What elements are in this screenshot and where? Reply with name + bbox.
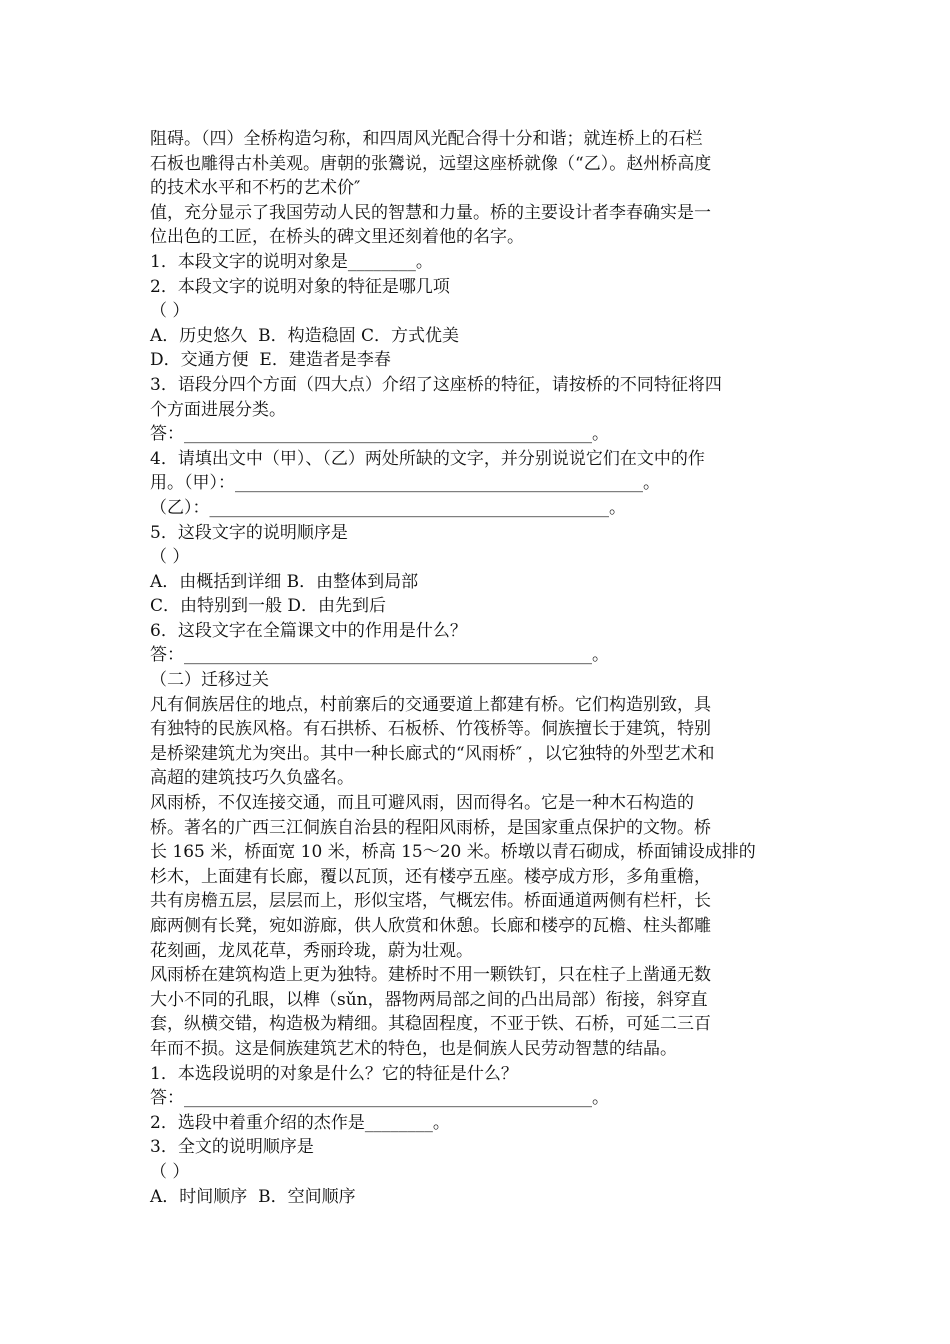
question-line: 2．本段文字的说明对象的特征是哪几项 xyxy=(150,276,450,297)
answer-bracket: （ ） xyxy=(150,301,190,322)
answer-bracket: （ ） xyxy=(150,1161,190,1182)
question-line: 4．请填出文中（甲）、（乙）两处所缺的文字，并分别说说它们在文中的作 xyxy=(150,448,705,469)
question-line: 3．全文的说明顺序是 xyxy=(150,1137,314,1158)
answer-line: 用。（甲）：________________________________________________。 xyxy=(150,473,660,494)
text-line: 石板也雕得古朴美观。唐朝的张鷟说，远望这座桥就像（“乙）。赵州桥高度 xyxy=(150,153,712,174)
answer-bracket: （ ） xyxy=(150,547,190,568)
answer-line: 答：________________________________________________。 xyxy=(150,424,609,445)
text-line: 长 165 米，桥面宽 10 米，桥高 15～20 米。桥墩以青石砌成，桥面铺设成排的 xyxy=(150,842,756,863)
option-line: A．历史悠久 B．构造稳固 C．方式优美 xyxy=(150,325,459,346)
text-line: 杉木，上面建有长廊，覆以瓦顶，还有楼亭五座。楼亭成方形，多角重檐， xyxy=(150,866,711,887)
option-line: C．由特别到一般 D．由先到后 xyxy=(150,596,387,617)
text-line: 是桥梁建筑尤为突出。其中一种长廊式的“风雨桥″ ，以它独特的外型艺术和 xyxy=(150,743,715,764)
question-line: 3．语段分四个方面（四大点）介绍了这座桥的特征，请按桥的不同特征将四 xyxy=(150,374,722,395)
text-line: 凡有侗族居住的地点，村前寨后的交通要道上都建有桥。它们构造别致，具 xyxy=(150,694,711,715)
text-line: 的技术水平和不朽的艺术价″ xyxy=(150,178,361,199)
option-line: A．时间顺序 B．空间顺序 xyxy=(150,1186,356,1207)
text-line: 共有房檐五层，层层而上，形似宝塔，气概宏伟。桥面通道两侧有栏杆，长 xyxy=(150,891,711,912)
text-line: 花刻画，龙凤花草，秀丽玲珑，蔚为壮观。 xyxy=(150,940,473,961)
text-line: 位出色的工匠，在桥头的碑文里还刻着他的名字。 xyxy=(150,227,524,248)
text-line: 高超的建筑技巧久负盛名。 xyxy=(150,768,354,789)
option-line: D．交通方便 E．建造者是李春 xyxy=(150,350,391,371)
answer-line: 答：________________________________________________。 xyxy=(150,645,609,666)
text-line: 桥。著名的广西三江侗族自治县的程阳风雨桥，是国家重点保护的文物。桥 xyxy=(150,817,711,838)
text-line: 年而不损。这是侗族建筑艺术的特色，也是侗族人民劳动智慧的结晶。 xyxy=(150,1038,677,1059)
answer-line: （乙）：_______________________________________________。 xyxy=(150,497,626,518)
text-line: 套，纵横交错，构造极为精细。其稳固程度，不亚于铁、石桥，可延二三百 xyxy=(150,1014,711,1035)
text-line: 风雨桥在建筑构造上更为独特。建桥时不用一颗铁钉，只在柱子上凿通无数 xyxy=(150,965,711,986)
question-line: 个方面进展分类。 xyxy=(150,399,286,420)
text-line: 大小不同的孔眼，以榫（sǔn，器物两局部之间的凸出局部）衔接，斜穿直 xyxy=(150,989,708,1010)
text-line: 有独特的民族风格。有石拱桥、石板桥、竹筏桥等。侗族擅长于建筑，特别 xyxy=(150,719,711,740)
question-line: 1．本段文字的说明对象是________。 xyxy=(150,251,433,272)
question-line: 6．这段文字在全篇课文中的作用是什么？ xyxy=(150,620,467,641)
text-line: 廊两侧有长凳，宛如游廊，供人欣赏和休憩。长廊和楼亭的瓦檐、柱头都雕 xyxy=(150,916,711,936)
question-line: 2．选段中着重介绍的杰作是________。 xyxy=(150,1112,450,1133)
answer-line: 答：________________________________________________。 xyxy=(150,1088,609,1109)
text-line: 阻碍。（四）全桥构造匀称，和四周风光配合得十分和谐；就连桥上的石栏 xyxy=(150,129,703,149)
section-heading: （二）迁移过关 xyxy=(150,670,269,691)
question-line: 5．这段文字的说明顺序是 xyxy=(150,522,348,543)
text-line: 风雨桥，不仅连接交通，而且可避风雨，因而得名。它是一种木石构造的 xyxy=(150,793,694,814)
question-line: 1．本选段说明的对象是什么？它的特征是什么？ xyxy=(150,1063,518,1084)
text-line: 值，充分显示了我国劳动人民的智慧和力量。桥的主要设计者李春确实是一 xyxy=(150,202,711,223)
document-page xyxy=(150,127,810,1209)
option-line: A．由概括到详细 B．由整体到局部 xyxy=(150,571,419,592)
